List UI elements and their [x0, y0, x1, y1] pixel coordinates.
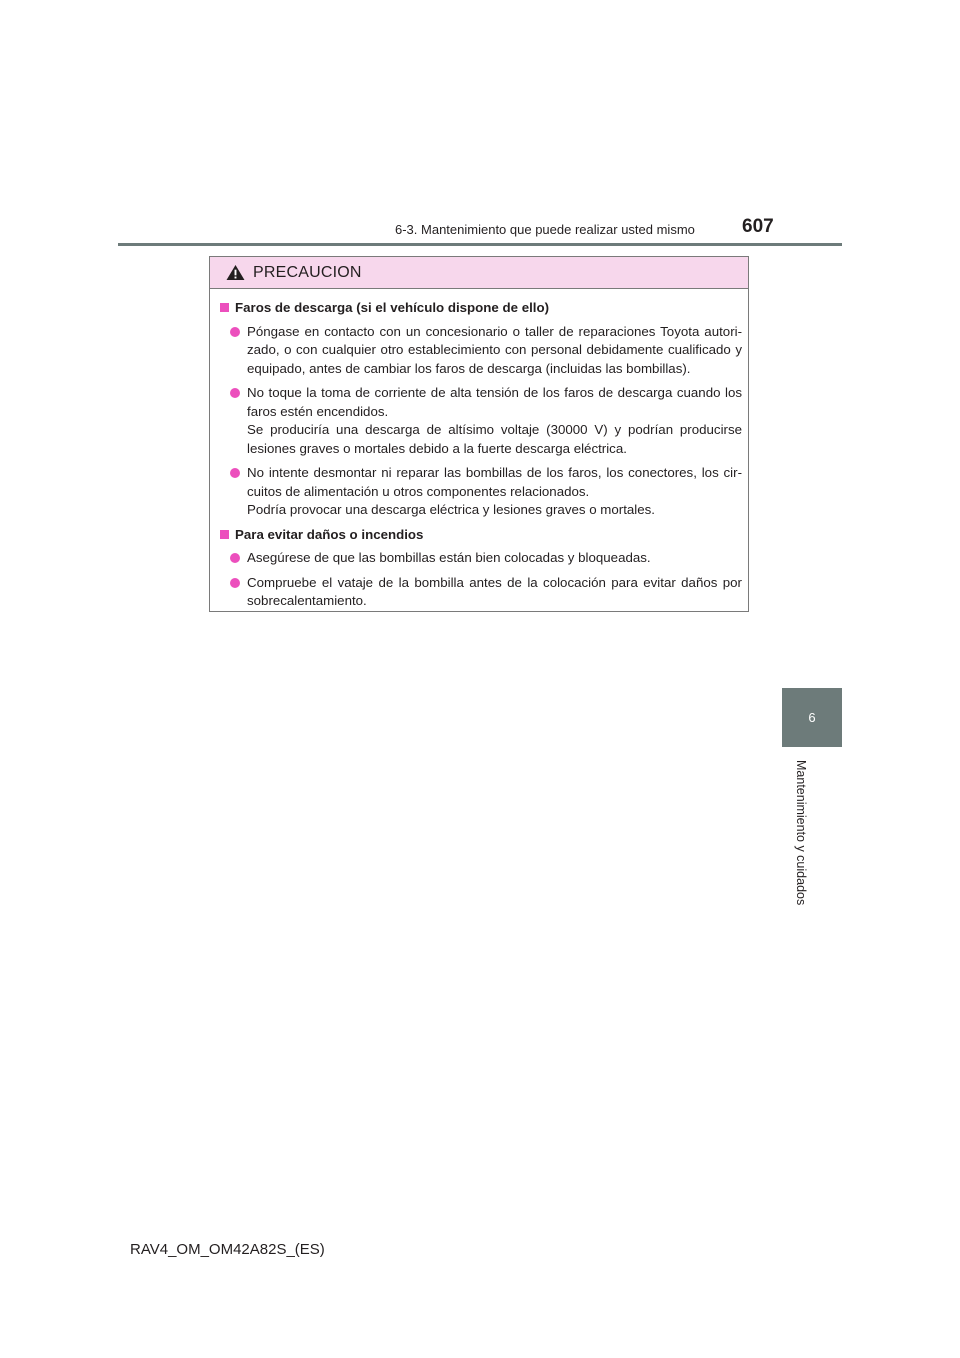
caution-section — [220, 526, 742, 611]
warning-triangle-icon — [226, 264, 245, 281]
dot-bullet-icon — [230, 468, 240, 478]
item-paragraph: No intente desmontar ni reparar las bombillas de los faros, los conectores, los cir-cuitos de alimentación u otros componentes relacionados. — [247, 465, 742, 499]
item-paragraph: Se produciría una descarga de altísimo voltaje (30000 V) y podrían producirse lesiones graves o mortales debido a la fuerte descarga eléctrica. — [247, 422, 742, 456]
item-text — [247, 549, 742, 568]
dot-bullet-icon — [230, 327, 240, 337]
caution-header — [210, 257, 748, 289]
square-bullet-icon — [220, 303, 229, 312]
list-item — [230, 574, 742, 611]
item-text — [247, 384, 742, 458]
item-paragraph: Podría provocar una descarga eléctrica y lesiones graves o mortales. — [247, 502, 655, 517]
item-paragraph: Póngase en contacto con un concesionario o taller de reparaciones Toyota autori-zado, o con cualquier otro establecimiento con personal debidamente cualificado y equipado, antes de cambiar los faros de descarga (incluidas las bombillas). — [247, 323, 742, 376]
caution-title: PRECAUCION — [253, 263, 362, 281]
list-item — [230, 323, 742, 379]
item-paragraph: Compruebe el vataje de la bombilla antes de la colocación para evitar daños por sobrecalentamiento. — [247, 574, 742, 608]
caution-box — [209, 256, 749, 612]
document-code: RAV4_OM_OM42A82S_(ES) — [130, 1241, 325, 1258]
section-heading — [220, 299, 742, 318]
item-text — [247, 464, 742, 520]
section-heading — [220, 526, 742, 545]
dot-bullet-icon — [230, 578, 240, 588]
chapter-tab — [782, 688, 842, 747]
square-bullet-icon — [220, 530, 229, 539]
section-header: 6-3. Mantenimiento que puede realizar usted mismo — [395, 222, 695, 237]
list-item — [230, 464, 742, 520]
item-text — [247, 574, 742, 611]
section-heading-text: Faros de descarga (si el vehículo dispone de ello) — [235, 300, 550, 315]
list-item — [230, 549, 742, 568]
header-rule — [118, 243, 842, 246]
item-text — [247, 323, 742, 379]
item-paragraph: No toque la toma de corriente de alta tensión de los faros de descarga cuando los faros estén encendidos. — [247, 385, 742, 419]
chapter-number: 6 — [808, 710, 816, 725]
list-item — [230, 384, 742, 458]
chapter-label: Mantenimiento y cuidados — [794, 760, 808, 906]
section-heading-text: Para evitar daños o incendios — [235, 526, 424, 542]
caution-body — [210, 289, 748, 611]
page-number: 607 — [742, 216, 774, 237]
item-paragraph: Asegúrese de que las bombillas están bien colocadas y bloqueadas. — [247, 550, 651, 565]
dot-bullet-icon — [230, 553, 240, 563]
caution-section — [220, 299, 742, 520]
dot-bullet-icon — [230, 388, 240, 398]
